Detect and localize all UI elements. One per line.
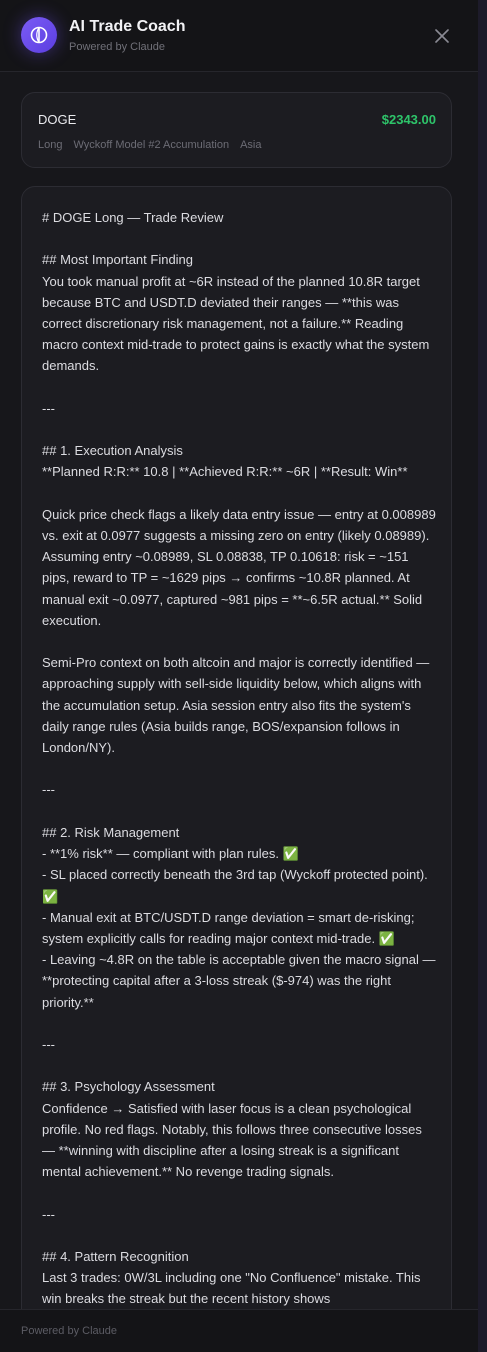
app-title: AI Trade Coach (69, 18, 186, 35)
tag-direction: Long (38, 139, 63, 151)
tag-model: Wyckoff Model #2 Accumulation (73, 139, 230, 151)
footer-text: Powered by Claude (21, 1325, 118, 1337)
logo-glyph-icon (29, 25, 49, 45)
header (0, 0, 478, 72)
trade-symbol: DOGE (38, 112, 77, 127)
trade-tags (38, 139, 262, 151)
app-subtitle: Powered by Claude (69, 41, 166, 53)
close-button[interactable] (429, 24, 455, 48)
footer (0, 1309, 478, 1352)
close-icon (435, 29, 449, 43)
review-text: # DOGE Long — Trade Review ## Most Important Finding You took manual profit at ~6R instead of the planned 10.8R target because BTC and USDT.D deviated their ranges — **this was correct discretionary risk management, not a failure.** Reading macro context mid-trade to protect gains is exactly what the system demands. --- ## 1. Execution Analysis **Planned R:R:** 10.8 | **Achieved R:R:** ~6R | **Result: Win** Quick price check flags a likely data entry issue — entry at 0.008989 vs. exit at 0.0977 suggests a missing zero on entry (likely 0.08989). Assuming entry ~0.08989, SL 0.08838, TP 0.10618: risk = ~151 pips, reward to TP = ~1629 pips → confirms ~10.8R planned. At manual exit ~0.0977, captured ~981 pips = **~6.5R actual.** Solid execution. Semi-Pro context on both altcoin and major is correctly identified — approaching supply with sell-side liquidity below, which aligns with the accumulation setup. Asia session entry also fits the system's daily range rules (Asia builds range, BOS/expansion follows in London/NY). --- ## 2. Risk Management - **1% risk** — compliant with plan rules. ✅ - SL placed correctly beneath the 3rd tap (Wyckoff protected point). ✅ - Manual exit at BTC/USDT.D range deviation = smart de-risking; system explicitly calls for reading major context mid-trade. ✅ - Leaving ~4.8R on the table is acceptable given the macro signal — **protecting capital after a 3-loss streak ($-974) was the right priority.** --- ## 3. Psychology Assessment Confidence → Satisfied with laser focus is a clean psychological profile. No red flags. Notably, this follows three consecutive losses — **winning with discipline after a losing streak is a significant mental achievement.** No revenge trading signals. --- ## 4. Pattern Recognition Last 3 trades: 0W/3L including one "No Confluence" mistake. This win breaks the streak but the recent history shows (42, 210, 436, 1307)
trade-summary-card (21, 92, 452, 168)
review-card[interactable] (21, 186, 452, 1326)
scrollbar-track[interactable] (478, 0, 487, 1352)
trade-pnl: $2343.00 (381, 112, 436, 127)
tag-session: Asia (240, 139, 262, 151)
claude-logo-icon (21, 17, 57, 53)
